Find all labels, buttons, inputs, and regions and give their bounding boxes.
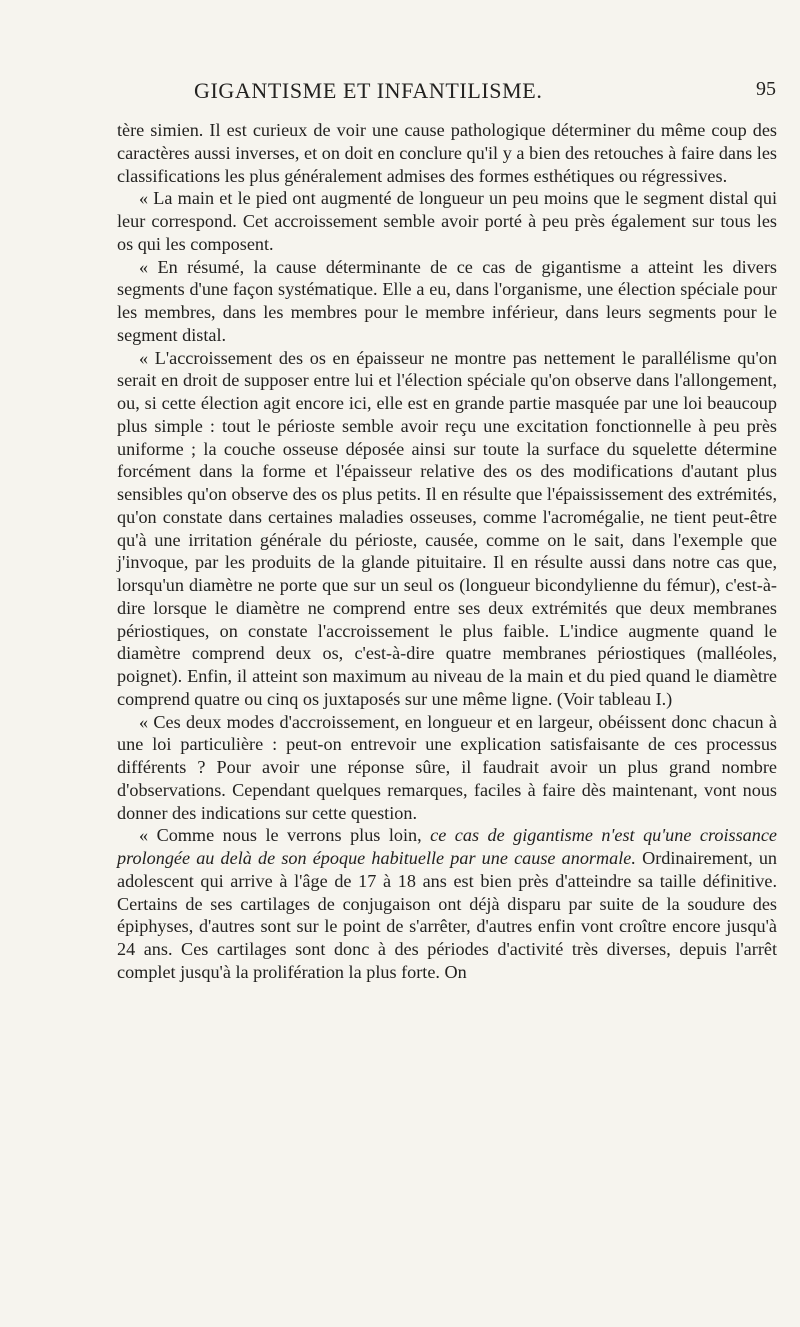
body-text xyxy=(117,119,777,984)
paragraph-lead: « Comme nous le verrons plus loin, xyxy=(139,825,431,846)
paragraph-rest: Ordinairement, un adolescent qui arrive à l'âge de 17 à 18 ans est bien près d'atteindre sa taille définitive. Certains de ses cartilages de conjugaison ont déjà disparu par suite de la soudure des épiphyses, d'autres sont sur le point de s'arrêter, d'autres enfin vont croître encore jusqu'à 24 ans. Ces cartilages sont donc à des périodes d'activité très diverses, depuis l'arrêt complet jusqu'à la prolifération la plus forte. On xyxy=(117,848,778,982)
paragraph: « La main et le pied ont augmenté de longueur un peu moins que le segment distal qui leur correspond. Cet accroissement semble avoir porté à peu près également sur tous les os qui les composent. xyxy=(117,188,777,254)
italic-emphasis: ce cas de gigantisme n'est qu'une croissance prolongée au delà de son époque habituelle par une cause anormale. xyxy=(117,825,777,868)
running-title: GIGANTISME ET INFANTILISME. xyxy=(194,78,543,103)
paragraph: « En résumé, la cause déterminante de ce cas de gigantisme a atteint les divers segments d'une façon systématique. Elle a eu, dans l'organisme, une élection spéciale pour les membres, dans les membres pour le membre inférieur, dans leurs segments pour le segment distal. xyxy=(117,256,777,345)
page-header xyxy=(150,78,776,108)
paragraph: « L'accroissement des os en épaisseur ne montre pas nettement le parallélisme qu'on serait en droit de supposer entre lui et l'élection spéciale qu'on observe dans l'allongement, ou, si cette élection agit encore ici, elle est en grande partie masquée par une loi beaucoup plus simple : tout le périoste semble avoir reçu une excitation fonctionnelle à peu près uniforme ; la couche osseuse déposée ainsi sur toute la surface du squelette détermine forcément dans la forme et l'épaisseur relative des os des modifications d'autant plus sensibles qu'on observe des os plus petits. Il en résulte que l'épaississement des extrémités, qu'on constate dans certaines maladies osseuses, comme l'acromégalie, ne tient peut-être qu'à une irritation générale du périoste, causée, comme on le sait, dans l'exemple que j'invoque, par les produits de la glande pituitaire. Il en résulte aussi dans notre cas que, lorsqu'un diamètre ne porte que sur un seul os (longueur bicondylienne du fémur), c'est-à-dire lorsque le diamètre ne comprend entre ses deux extrémités que deux membranes périostiques, on constate l'accroissement le plus faible. L'indice augmente quand le diamètre comprend deux os, c'est-à-dire quatre membranes périostiques (malléoles, poignet). Enfin, il atteint son maximum au niveau de la main et du pied quand le diamètre comprend quatre ou cinq os juxtaposés sur une même ligne. (Voir tableau I.) xyxy=(117,347,777,709)
page-number: 95 xyxy=(756,78,776,100)
paragraph: « Ces deux modes d'accroissement, en longueur et en largeur, obéissent donc chacun à une loi particulière : peut-on entrevoir une explication satisfaisante de ces processus différents ? Pour avoir une réponse sûre, il faudrait avoir un plus grand nombre d'observations. Cependant quelques remarques, faciles à faire dès maintenant, vont nous donner des indications sur cette question. xyxy=(117,711,777,823)
paragraph xyxy=(117,824,777,983)
paragraph: tère simien. Il est curieux de voir une cause pathologique déterminer du même coup des caractères aussi inverses, et on doit en conclure qu'il y a bien des retouches à faire dans les classifications les plus généralement admises des formes esthétiques ou régressives. xyxy=(117,120,777,186)
